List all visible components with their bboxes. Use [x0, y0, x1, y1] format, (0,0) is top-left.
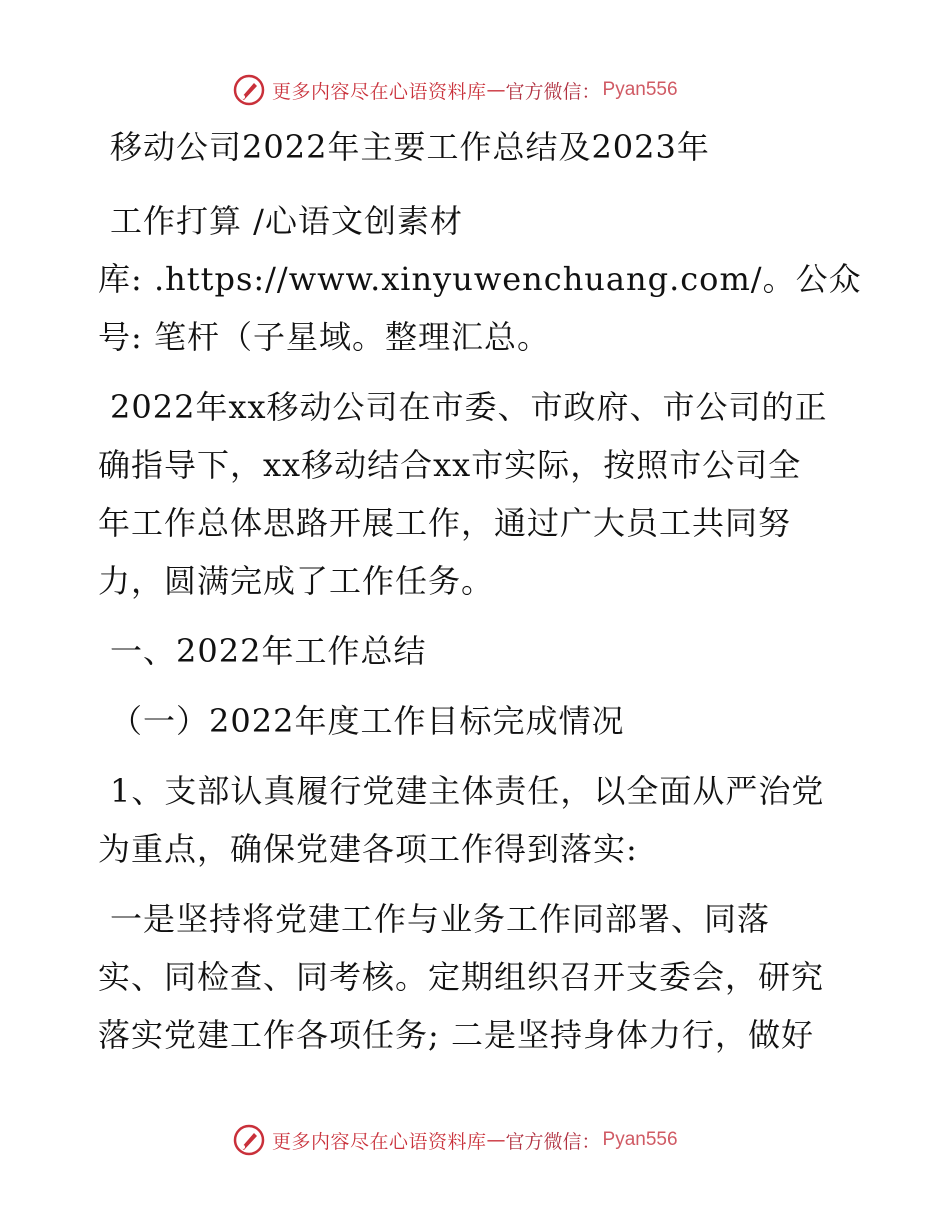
banner-wechat-label: 官方微信：	[505, 80, 601, 103]
section-heading: 一、2022年工作总结	[110, 632, 427, 670]
title-line: 工作打算 /心语文创素材	[110, 202, 463, 240]
item2-line: 实、同检查、同考核。定期组织召开支委会，研究	[98, 958, 825, 996]
subsection-heading: （一）2022年度工作目标完成情况	[110, 702, 625, 740]
intro-line: 确指导下，xx移动结合xx市实际，按照市公司全	[98, 446, 802, 484]
banner-wechat-id: Pyan556	[602, 79, 678, 100]
intro-line: 2022年xx移动公司在市委、市政府、市公司的正	[110, 388, 828, 426]
intro-line: 力，圆满完成了工作任务。	[98, 562, 495, 600]
item2-line: 一是坚持将党建工作与业务工作同部署、同落	[110, 900, 771, 938]
source-line: 号: 笔杆（子星域。整理汇总。	[98, 318, 550, 356]
document-body	[98, 118, 862, 1064]
banner-main-text: 更多内容尽在心语资料库	[272, 1130, 487, 1153]
header-banner	[232, 70, 678, 110]
intro-line: 年工作总体思路开展工作，通过广大员工共同努	[98, 504, 792, 542]
pen-logo-icon	[232, 73, 266, 107]
title-line: 移动公司2022年主要工作总结及2023年	[110, 128, 710, 166]
banner-wechat-label: 官方微信：	[505, 1130, 601, 1153]
item1-line: 为重点，确保党建各项工作得到落实:	[98, 830, 638, 868]
source-line: 库: .https://www.xinyuwenchuang.com/。公众	[98, 260, 862, 298]
item2-line: 落实党建工作各项任务; 二是坚持身体力行，做好	[98, 1016, 814, 1054]
pen-logo-icon	[232, 1123, 266, 1157]
item1-line: 1、支部认真履行党建主体责任，以全面从严治党	[110, 772, 825, 810]
footer-banner	[232, 1120, 678, 1160]
banner-main-text: 更多内容尽在心语资料库	[272, 80, 487, 103]
banner-wechat-id: Pyan556	[602, 1129, 678, 1150]
banner-separator: —	[486, 1129, 506, 1151]
banner-separator: —	[486, 79, 506, 101]
